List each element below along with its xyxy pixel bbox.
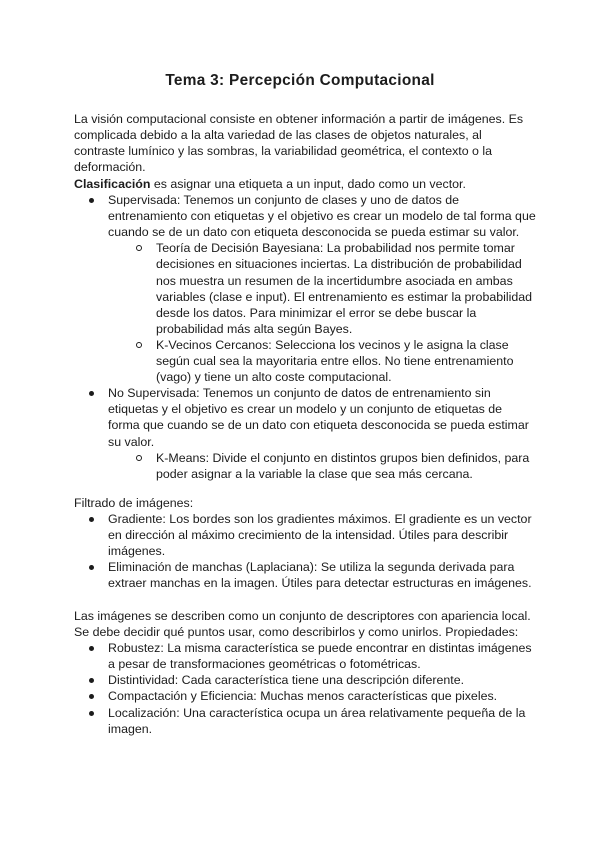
bullet-icon (89, 565, 94, 570)
bullet-icon (89, 694, 94, 699)
sublist-item-text: K-Vecinos Cercanos: Selecciona los vecinos y le asigna la clase según cual sea la mayoritaria entre ellos. No tiene entrenamiento (vago) y tiene un alto coste computacional. (156, 337, 514, 385)
bullet-icon (89, 646, 94, 651)
hollow-bullet-icon (136, 342, 142, 348)
bullet-icon (89, 678, 94, 683)
list-item-text: Eliminación de manchas (Laplaciana): Se utiliza la segunda derivada para extraer manchas en la imagen. Útiles para detectar estructuras en imágenes. (108, 560, 532, 591)
sublist-item (132, 450, 536, 482)
hollow-bullet-icon (136, 455, 142, 461)
list-item (74, 705, 536, 737)
list-item-supervisada (74, 192, 536, 385)
list-item-text: Gradiente: Los bordes son los gradientes máximos. El gradiente es un vector en dirección al máximo crecimiento de la intensidad. Útiles para describir imágenes. (108, 512, 532, 559)
hollow-bullet-icon (136, 245, 142, 251)
descriptores-heading: Las imágenes se describen como un conjunto de descriptores con apariencia local. Se debe decidir qué puntos usar, como describirlos y como unirlos. Propiedades: (74, 609, 531, 640)
sublist (108, 240, 536, 385)
list-item-text: Robustez: La misma característica se puede encontrar en distintas imágenes a pesar de transformaciones geométricas o fotométricas. (108, 641, 532, 672)
list-item-text: Supervisada: Tenemos un conjunto de clases y uno de datos de entrenamiento con etiquetas y el objetivo es crear un modelo de tal forma que cuando se de un dato con etiqueta desconocida se pueda estimar su valor. (108, 193, 536, 240)
descriptores-section (74, 608, 536, 737)
filtrado-heading: Filtrado de imágenes: (74, 496, 194, 510)
clasificacion-heading (74, 176, 536, 192)
bullet-icon (89, 198, 94, 203)
sublist (108, 450, 536, 482)
list-item (74, 559, 536, 591)
list-item (74, 511, 536, 559)
bullet-icon (89, 711, 94, 716)
list-item-text: Compactación y Eficiencia: Muchas menos características que pixeles. (108, 689, 498, 704)
list-item (74, 672, 536, 688)
sublist-item-text: Teoría de Decisión Bayesiana: La probabilidad nos permite tomar decisiones en situaciones inciertas. La distribución de probabilidad nos muestra un resumen de la incertidumbre asociada en ambas variables (clase e input). El entrenamiento es estimar la probabilidad desde los datos. Para minimizar el error se debe buscar la probabilidad más alta según Bayes. (156, 241, 533, 336)
bullet-icon (89, 517, 94, 522)
filtrado-section (74, 495, 536, 592)
list-item-no-supervisada (74, 385, 536, 482)
bullet-icon (89, 391, 94, 396)
sublist-item (132, 240, 536, 337)
clasificacion-term: Clasificación (74, 177, 151, 191)
clasificacion-list (74, 192, 536, 482)
list-item-text: No Supervisada: Tenemos un conjunto de datos de entrenamiento sin etiquetas y el objetivo es crear un modelo y un conjunto de etiquetas de forma que cuando se de un dato con etiqueta desconocida se pueda estimar su valor. (108, 386, 529, 449)
intro-paragraph: La visión computacional consiste en obtener información a partir de imágenes. Es complicada debido a la alta variedad de las clases de objetos naturales, al contraste lumínico y las sombras, la variabilidad geométrica, el contexto o la deformación. (74, 112, 524, 175)
sublist-item-text: K-Means: Divide el conjunto en distintos grupos bien definidos, para poder asignar a la variable la clase que sea más cercana. (156, 450, 530, 481)
filtrado-list (74, 511, 536, 591)
descriptores-list (74, 640, 536, 737)
sublist-item (132, 337, 536, 385)
clasificacion-definition: es asignar una etiqueta a un input, dado como un vector. (150, 177, 466, 191)
list-item (74, 688, 536, 704)
page-title: Tema 3: Percepción Computacional (165, 72, 435, 89)
list-item-text: Localización: Una característica ocupa un área relativamente pequeña de la imagen. (108, 705, 526, 736)
list-item (74, 640, 536, 672)
list-item-text: Distintividad: Cada característica tiene una descripción diferente. (108, 673, 465, 688)
clasificacion-section (74, 176, 536, 482)
